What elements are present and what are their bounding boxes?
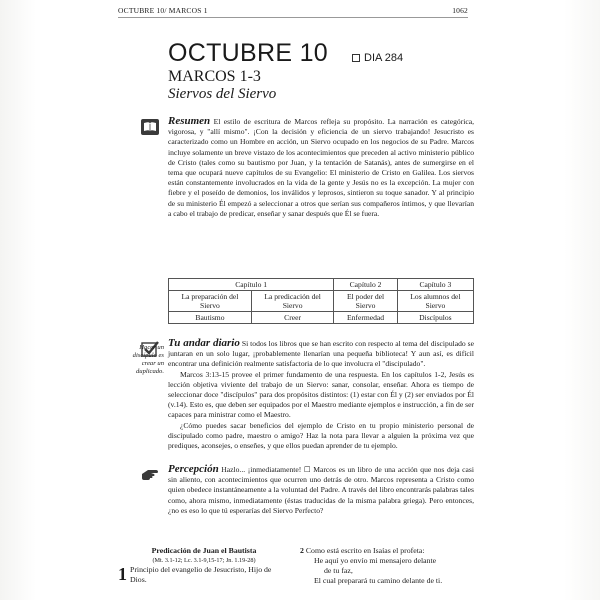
percepcion-section xyxy=(168,464,474,516)
table-cell: Bautismo xyxy=(169,312,252,324)
table-header-row xyxy=(169,279,474,291)
verse-2-number: 2 xyxy=(300,546,304,555)
verse-2: Como está escrito en Isaías el profeta: xyxy=(305,546,425,555)
andar-section xyxy=(168,338,474,451)
poetry-line: de tu faz, xyxy=(324,566,353,575)
chapter-number: 1 xyxy=(118,564,127,584)
hand-pointer-icon xyxy=(140,464,160,482)
running-head xyxy=(118,6,468,18)
andar-paragraph-3: ¿Cómo puedes sacar beneficios del ejemplo de Cristo en tu propio ministerio personal de discipulado como padre, maestro o amigo? Haz la nota para llevar a alguien la próxima vez que prediques, aconsejes, o enseñes, y que ellos puedan aprender de tu ejemplo. xyxy=(168,420,474,451)
resumen-text: El estilo de escritura de Marcos refleja su propósito. La narración es categórica, vigorosa, y "allí mismo". ¡Con la decisión y eficiencia de un siervo trabajando! Jesucristo es caracterizado como un Hombre en acción, un Siervo ocupado en los negocios de su Padre. Marcos incluye solamente un breve vistazo de los acontecimientos que preceden al activo ministerio público de Cristo (tales como su bautismo por Juan, y la tentación de Satanás), antes de sumergirse en el tema que ocupará nueve capítulos de su Evangelio: El ministerio de Cristo en Galilea. Los siervos están constantemente involucrados en la vida de la gente y Jesús no es la excepción. La mujer con fiebre y el poseído de demonios, los inválidos y leprosos, sintieron su toque sanador. Y al principio de su ministerio Él empezó a seleccionar a otros que serían sus compañeros íntimos, y que llevarían a cabo el trabajo de predicar, enseñar y sanar después que Él se fuera. xyxy=(168,117,474,218)
scripture-right-column xyxy=(300,546,480,586)
book-reference: MARCOS 1-3 xyxy=(168,68,261,85)
resumen-heading: Resumen xyxy=(168,115,211,127)
resumen-section xyxy=(168,116,474,219)
table-header-cap1: Capítulo 1 xyxy=(169,279,334,291)
poetry-line: El cual preparará tu camino delante de ti. xyxy=(314,576,443,585)
book-icon xyxy=(140,118,160,136)
table-cell: Discípulos xyxy=(397,312,473,324)
table-cell: La predicación del Siervo xyxy=(251,291,333,312)
andar-heading: Tu andar diario xyxy=(168,337,240,349)
andar-paragraph-2: Marcos 3:13-15 provee el primer fundamento de una respuesta. En los capítulos 1-2, Jesús es lección objetiva viviente del trabajo de un Siervo: sanar, consolar, enseñar. Ahora es tiempo de seleccionar doce "discípulos" para dos propósitos distintos: (1) estar con Él y (2) ser enviados por Él (v.14). Esto es, que deben ser equipados por el Maestro mediante ejemplos e instrucción, a fin de ser capaces para ministrar como el Maestro. xyxy=(168,369,474,420)
chapters-table xyxy=(168,278,474,324)
page-title: OCTUBRE 10 xyxy=(168,39,328,67)
table-header-cap3: Capítulo 3 xyxy=(397,279,473,291)
reading-subtitle: Siervos del Siervo xyxy=(168,86,277,102)
poetry-line: He aquí yo envío mi mensajero delante xyxy=(314,556,437,565)
percepcion-heading: Percepción xyxy=(168,463,219,475)
scripture-left-column xyxy=(118,546,290,585)
table-row xyxy=(169,291,474,312)
scripture-cross-refs: (Mt. 3.1-12; Lc. 3.1-9,15-17; Jn. 1.19-28) xyxy=(152,557,256,564)
table-cell: La preparación del Siervo xyxy=(169,291,252,312)
table-header-cap2: Capítulo 2 xyxy=(334,279,397,291)
andar-paragraph-1: Si todos los libros que se han escrito con respecto al tema del discipulado se juntaran en un solo lugar, ¡probablemente llenarían una pequeña biblioteca! Y aun así, es difícil encontrar una definición realmente satisfactoria de lo que involucra el "discipulado". xyxy=(168,339,474,369)
percepcion-text: Hazlo... ¡inmediatamente! ☐ Marcos es un libro de una acción que nos deja casi sin aliento, con acontecimientos que ocurren uno detrás de otro. Marcos representa a Cristo como quien obedece instantáneamente a la voluntad del Padre. A través del libro encontrarás palabras tales como, ahora mismo, inmediatamente (éstas traducidas de la misma palabra griega). Pero entonces, ¿no es eso lo que tú esperarías del Siervo Perfecto? xyxy=(168,465,474,515)
table-cell: Creer xyxy=(251,312,333,324)
scripture-heading: Predicación de Juan el Bautista xyxy=(151,546,257,555)
table-cell: Enfermedad xyxy=(334,312,397,324)
day-checkbox[interactable] xyxy=(352,54,360,62)
day-label: DIA 284 xyxy=(364,52,404,64)
table-cell: El poder del Siervo xyxy=(334,291,397,312)
table-row xyxy=(169,312,474,324)
day-checkbox-label[interactable] xyxy=(352,52,403,64)
verse-1: Principio del evangelio de Jesucristo, Hijo de Dios. xyxy=(130,565,272,584)
table-cell: Los alumnos del Siervo xyxy=(397,291,473,312)
page-number: 1062 xyxy=(452,6,468,15)
margin-note: Hacer un discípulo es crear un duplicado. xyxy=(132,344,164,375)
running-head-left: OCTUBRE 10/ MARCOS 1 xyxy=(118,6,208,15)
title-block xyxy=(168,40,468,103)
